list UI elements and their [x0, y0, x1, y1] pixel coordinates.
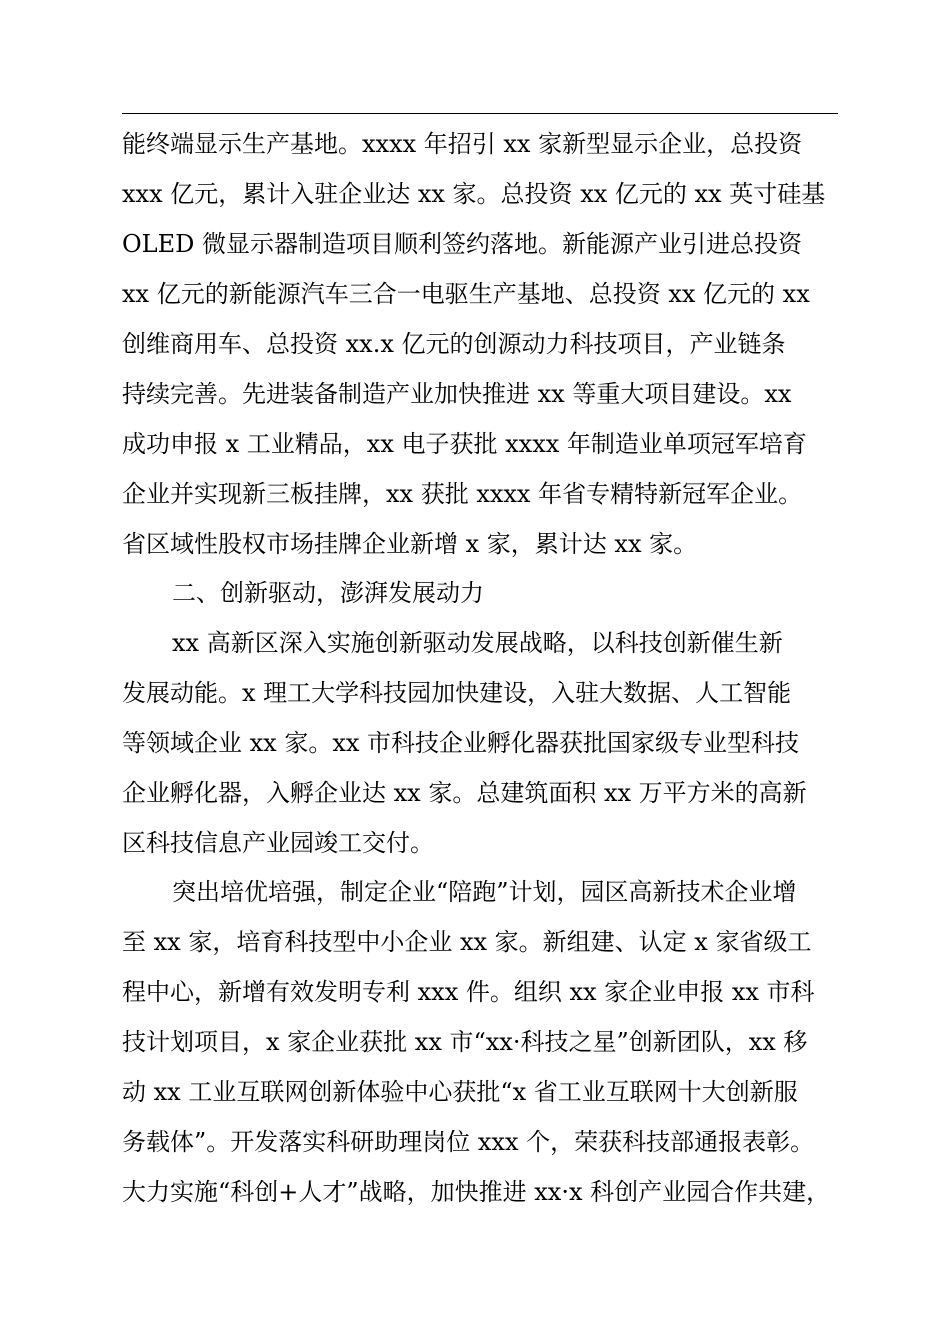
- text-line: 突出培优培强，制定企业“陪跑”计划，园区高新技术企业增: [172, 878, 797, 906]
- text-line: xx 高新区深入实施创新驱动发展战略，以科技创新催生新: [172, 629, 783, 657]
- text-line: 省区域性股权市场挂牌企业新增 x 家，累计达 xx 家。: [122, 530, 698, 558]
- text-line: 务载体”。开发落实科研助理岗位 xxx 个，荣获科技部通报表彰。: [122, 1128, 815, 1156]
- text-line: 成功申报 x 工业精品，xx 电子获批 xxxx 年制造业单项冠军培育: [122, 430, 807, 458]
- text-line: OLED 微显示器制造项目顺利签约落地。新能源产业引进总投资: [122, 230, 803, 258]
- text-line: 能终端显示生产基地。xxxx 年招引 xx 家新型显示企业，总投资: [122, 130, 803, 158]
- text-line: 大力实施“科创+人才”战略，加快推进 xx·x 科创产业园合作共建，: [122, 1178, 831, 1206]
- text-line: 区科技信息产业园竣工交付。: [122, 829, 434, 857]
- text-line: 持续完善。先进装备制造产业加快推进 xx 等重大项目建设。xx: [122, 380, 792, 408]
- text-line: 动 xx 工业互联网创新体验中心获批“x 省工业互联网十大创新服: [122, 1078, 798, 1106]
- text-line: 等领域企业 xx 家。xx 市科技企业孵化器获批国家级专业型科技: [122, 729, 800, 757]
- header-rule: [122, 113, 838, 114]
- text-line: 企业并实现新三板挂牌，xx 获批 xxxx 年省专精特新冠军企业。: [122, 480, 803, 508]
- text-line: 发展动能。x 理工大学科技园加快建设，入驻大数据、人工智能: [122, 679, 792, 707]
- section-heading: 二、创新驱动，澎湃发展动力: [172, 579, 484, 607]
- text-line: 企业孵化器，入孵企业达 xx 家。总建筑面积 xx 万平方米的高新: [122, 779, 807, 807]
- text-line: 技计划项目，x 家企业获批 xx 市“xx·科技之星”创新团队，xx 移: [122, 1028, 808, 1056]
- text-line: xx 亿元的新能源汽车三合一电驱生产基地、总投资 xx 亿元的 xx: [122, 280, 810, 308]
- text-line: 至 xx 家，培育科技型中小企业 xx 家。新组建、认定 x 家省级工: [122, 928, 812, 956]
- text-line: 创维商用车、总投资 xx.x 亿元的创源动力科技项目，产业链条: [122, 330, 786, 358]
- text-line: 程中心，新增有效发明专利 xxx 件。组织 xx 家企业申报 xx 市科: [122, 978, 815, 1006]
- text-line: xxx 亿元，累计入驻企业达 xx 家。总投资 xx 亿元的 xx 英寸硅基: [122, 180, 826, 208]
